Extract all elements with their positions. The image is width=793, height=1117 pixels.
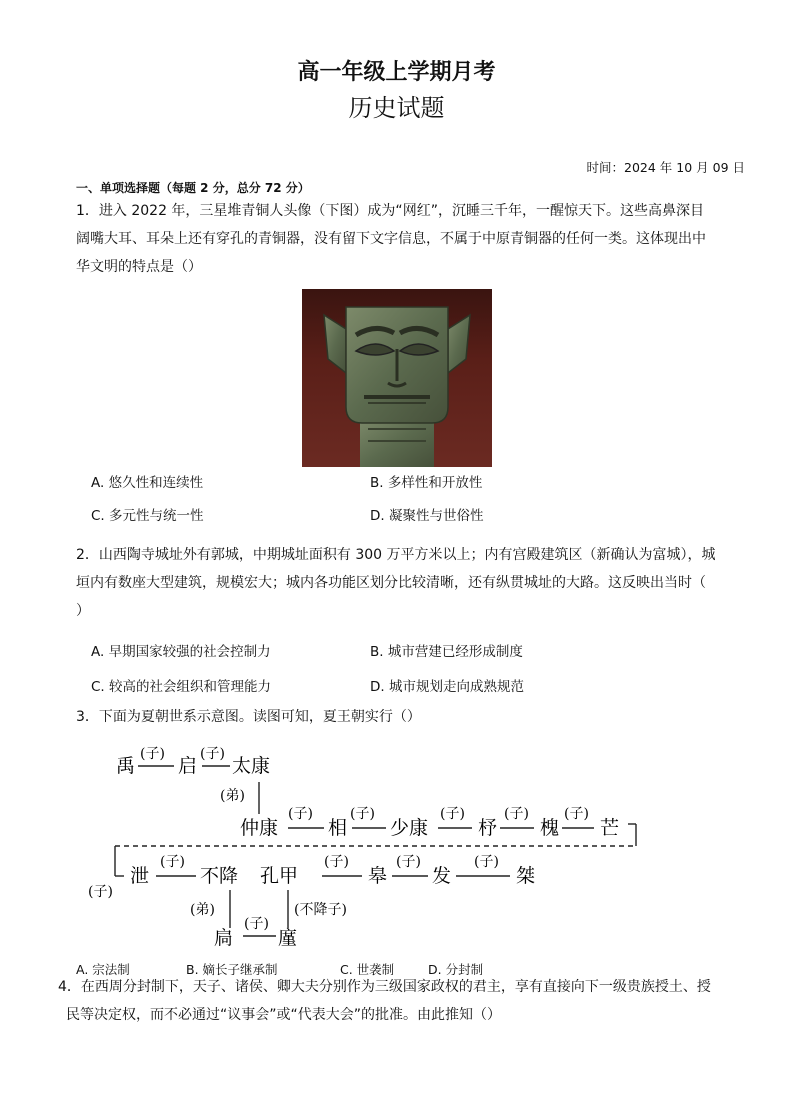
rel-son: (子) [396,854,421,870]
ruler-mang: 芒 [600,817,620,839]
q3-option-c[interactable]: C. 世袭制 [340,962,395,977]
q4-line2: 民等决定权，而不必通过“议事会”或“代表大会”的批准。由此推知（） [66,1007,502,1023]
q1-option-a[interactable]: A. 悠久性和连续性 [91,475,204,491]
ruler-taikang: 太康 [232,755,271,777]
ruler-jin: 廑 [278,927,298,949]
q1-option-b[interactable]: B. 多样性和开放性 [370,475,483,491]
question-1 [76,197,748,281]
rel-son: (子) [504,806,529,822]
rel-son: (子) [324,854,349,870]
ruler-fa: 发 [432,865,452,887]
q2-line1: 2．山西陶寺城址外有郭城，中期城址面积有 300 万平方米以上；内有宫殿建筑区（新确认为富城），城 [76,547,716,563]
rel-son: (子) [474,854,499,870]
exam-subtitle: 历史试题 [348,94,445,122]
xia-dynasty-lineage-diagram [78,738,658,950]
ruler-bujiang: 不降 [200,865,239,887]
question-2 [76,541,748,625]
rel-bujiang-son: (不降子) [294,902,347,918]
question-3-stem: 3．下面为夏朝世系示意图。读图可知，夏王朝实行（） [76,709,421,725]
q2-option-c[interactable]: C. 较高的社会组织和管理能力 [91,679,272,695]
ruler-gao: 皋 [368,865,388,887]
ruler-huai: 槐 [540,817,560,839]
rel-brother: (弟) [190,902,215,918]
rel-son: (子) [440,806,465,822]
rel-son: (子) [88,884,113,900]
q1-line3: 华文明的特点是（） [76,259,202,275]
q4-line1: 4．在西周分封制下，天子、诸侯、卿大夫分别作为三级国家政权的君主，享有直接向下一级贵族授土、授 [58,979,711,995]
q2-option-a[interactable]: A. 早期国家较强的社会控制力 [91,644,271,660]
rel-brother: (弟) [220,788,245,804]
ruler-xie: 泄 [130,865,150,887]
rel-son: (子) [200,746,225,762]
rel-son: (子) [140,746,165,762]
exam-time: 时间：2024 年 10 月 09 日 [586,160,745,175]
question-4 [58,973,748,1029]
ruler-kongjia: 孔甲 [260,865,299,887]
sanxingdui-bronze-head-image [302,289,492,467]
exam-title: 高一年级上学期月考 [297,60,496,85]
q3-option-b[interactable]: B. 嫡长子继承制 [186,962,278,977]
rel-son: (子) [160,854,185,870]
q1-line2: 阔嘴大耳、耳朵上还有穿孔的青铜器，没有留下文字信息，不属于中原青铜器的任何一类。这体现出中 [76,231,706,247]
ruler-jiong: 扃 [214,927,234,949]
ruler-qi: 启 [178,755,198,777]
q1-option-c[interactable]: C. 多元性与统一性 [91,508,204,524]
rel-son: (子) [244,916,269,932]
ruler-jie: 桀 [516,865,536,887]
ruler-zhu: 杼 [478,817,498,839]
rel-son: (子) [288,806,313,822]
rel-son: (子) [350,806,375,822]
ruler-xiang: 相 [328,817,348,839]
q1-line1: 1．进入 2022 年，三星堆青铜人头像（下图）成为“网红”，沉睡三千年，一醒惊天下。这些高鼻深目 [76,203,704,219]
q2-line3: ） [76,603,90,619]
ruler-shaokang: 少康 [390,817,429,839]
q2-option-b[interactable]: B. 城市营建已经形成制度 [370,644,523,660]
q2-line2: 垣内有数座大型建筑，规模宏大；城内各功能区划分比较清晰，还有纵贯城址的大路。这反映出当时（ [76,575,706,591]
section-heading: 一、单项选择题（每题 2 分，总分 72 分） [76,181,310,195]
ruler-zhongkang: 仲康 [240,817,279,839]
q3-option-a[interactable]: A. 宗法制 [76,962,130,977]
ruler-yu: 禹 [116,755,136,777]
q2-option-d[interactable]: D. 城市规划走向成熟规范 [370,679,524,695]
rel-son: (子) [564,806,589,822]
q1-option-d[interactable]: D. 凝聚性与世俗性 [370,508,484,524]
q3-option-d[interactable]: D. 分封制 [428,962,484,977]
